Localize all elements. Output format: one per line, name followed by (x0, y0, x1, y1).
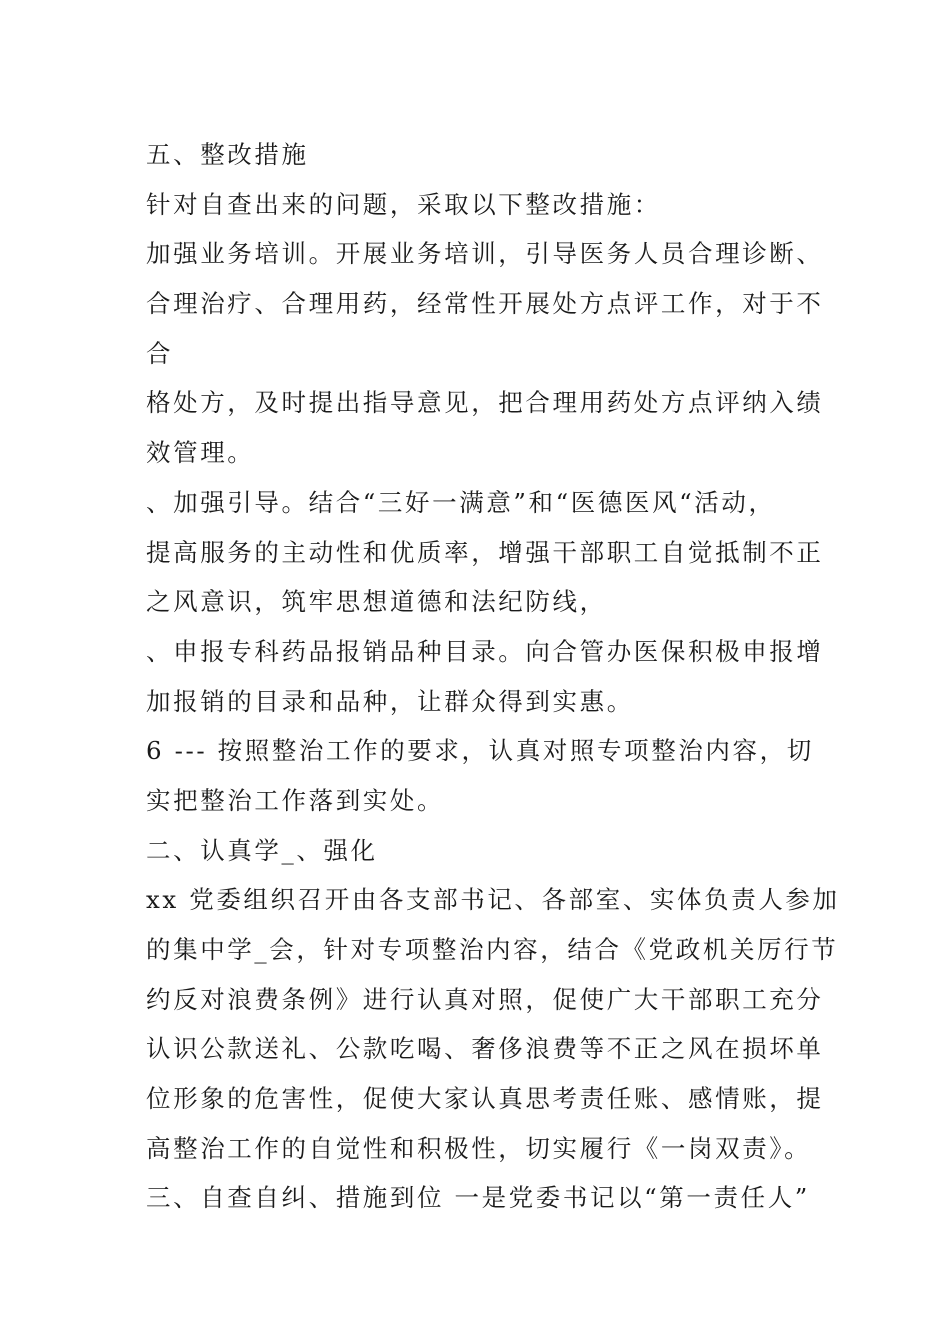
paragraph-line: 效管理。 (146, 438, 255, 468)
paragraph-line: 约反对浪费条例》进行认真对照，促使广大干部职工充分 (146, 984, 824, 1014)
section-heading-5: 五、整改措施 (146, 140, 309, 169)
paragraph-line: 之风意识，筑牢思想道德和法纪防线， (146, 587, 607, 617)
paragraph-line: 加强业务培训。开展业务培训，引导医务人员合理诊断、 (146, 239, 824, 269)
document-body (146, 130, 840, 1223)
paragraph-line: 、申报专科药品报销品种目录。向合管办医保积极申报增 (146, 636, 824, 666)
paragraph-line: xx 党委组织召开由各支部书记、各部室、实体负责人参加 (146, 885, 840, 915)
paragraph-line: 合理治疗、合理用药，经常性开展处方点评工作，对于不 (146, 289, 824, 319)
section-heading-3: 三、自查自纠、措施到位 一是党委书记以“第一责任人” (146, 1183, 810, 1213)
paragraph-line: 针对自查出来的问题，采取以下整改措施： (146, 189, 661, 219)
paragraph-line: 、加强引导。结合“三好一满意”和“医德医风“活动， (146, 487, 776, 517)
paragraph-line: 合 (146, 338, 174, 368)
paragraph-line: 位形象的危害性，促使大家认真思考责任账、感情账，提 (146, 1084, 824, 1114)
paragraph-line: 实把整治工作落到实处。 (146, 785, 445, 815)
paragraph-line: 加报销的目录和品种，让群众得到实惠。 (146, 686, 634, 716)
paragraph-line: 认识公款送礼、公款吃喝、奢侈浪费等不正之风在损坏单 (146, 1034, 824, 1064)
paragraph-line: 格处方，及时提出指导意见，把合理用药处方点评纳入绩 (146, 388, 824, 418)
section-heading-2: 二、认真学_、强化 (146, 835, 378, 865)
paragraph-line: 6 --- 按照整治工作的要求，认真对照专项整治内容，切 (146, 736, 814, 766)
paragraph-line: 的集中学_会，针对专项整治内容，结合《党政机关厉行节 (146, 935, 839, 964)
paragraph-line: 高整治工作的自觉性和积极性，切实履行《一岗双责》。 (146, 1133, 812, 1163)
paragraph-line: 提高服务的主动性和优质率，增强干部职工自觉抵制不正 (146, 537, 824, 567)
